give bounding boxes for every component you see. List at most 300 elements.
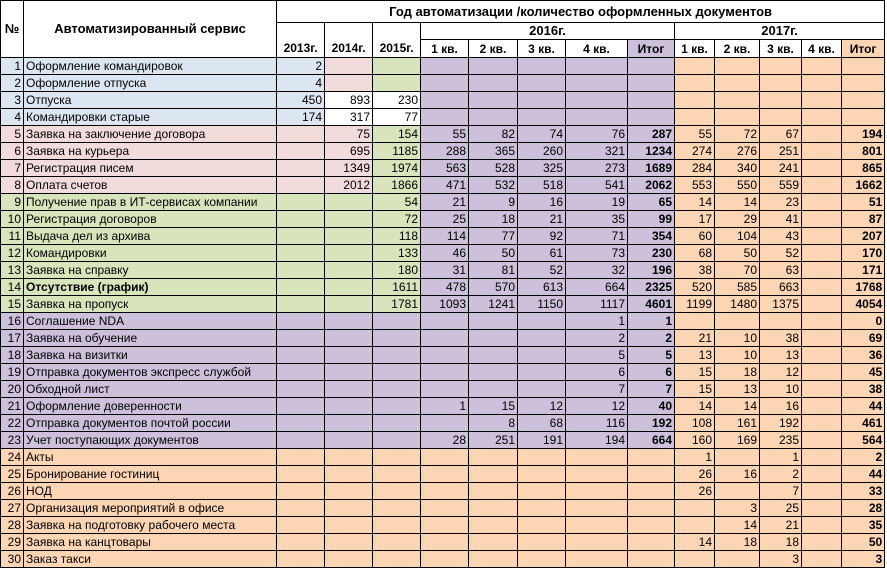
value-2017-total: 38 (842, 381, 885, 398)
value-2017-q2 (715, 483, 760, 500)
value-2016-q3 (518, 347, 566, 364)
value-2016-q3: 21 (518, 211, 566, 228)
service-name: Отправка документов экспресс службой (24, 364, 277, 381)
value-2015 (373, 551, 421, 568)
value-2017-q3: 192 (760, 415, 802, 432)
value-2016-q4: 73 (566, 245, 628, 262)
value-2014 (325, 228, 373, 245)
value-2017-q2: 18 (715, 534, 760, 551)
value-2016-q4 (566, 483, 628, 500)
value-2016-total: 7 (628, 381, 675, 398)
value-2016-total: 664 (628, 432, 675, 449)
value-2017-q4 (802, 313, 842, 330)
value-2016-q4 (566, 500, 628, 517)
value-2016-q2 (469, 381, 518, 398)
value-2017-q4 (802, 211, 842, 228)
value-2013 (277, 143, 325, 160)
value-2016-q1 (421, 500, 469, 517)
value-2013 (277, 194, 325, 211)
value-2016-q1 (421, 313, 469, 330)
value-2017-q1: 1 (675, 449, 715, 466)
value-2016-q2 (469, 466, 518, 483)
value-2015 (373, 398, 421, 415)
value-2017-q4 (802, 381, 842, 398)
value-2017-q1: 274 (675, 143, 715, 160)
value-2017-q2: 10 (715, 347, 760, 364)
value-2016-total: 196 (628, 262, 675, 279)
value-2017-q2: 276 (715, 143, 760, 160)
value-2013: 450 (277, 92, 325, 109)
table-row (1, 75, 885, 92)
value-2016-q1: 1093 (421, 296, 469, 313)
value-2017-q2: 13 (715, 381, 760, 398)
value-2016-q2 (469, 109, 518, 126)
value-2016-q4 (566, 517, 628, 534)
value-2016-q1 (421, 92, 469, 109)
value-2014 (325, 500, 373, 517)
value-2017-q1 (675, 92, 715, 109)
row-number: 3 (1, 92, 24, 109)
row-number: 16 (1, 313, 24, 330)
value-2016-total (628, 92, 675, 109)
value-2016-q1 (421, 364, 469, 381)
value-2017-q2: 585 (715, 279, 760, 296)
value-2017-q1: 520 (675, 279, 715, 296)
value-2017-q3: 63 (760, 262, 802, 279)
table-row (1, 92, 885, 109)
header-num: № (1, 1, 24, 58)
value-2017-q2: 169 (715, 432, 760, 449)
row-number: 27 (1, 500, 24, 517)
table-row (1, 500, 885, 517)
value-2017-q1: 38 (675, 262, 715, 279)
value-2016-q3 (518, 500, 566, 517)
value-2016-q2 (469, 517, 518, 534)
value-2016-q4: 664 (566, 279, 628, 296)
value-2016-total: 5 (628, 347, 675, 364)
value-2017-q3: 38 (760, 330, 802, 347)
value-2016-q4: 2 (566, 330, 628, 347)
row-number: 22 (1, 415, 24, 432)
value-2017-q4 (802, 279, 842, 296)
value-2016-q3: 12 (518, 398, 566, 415)
value-2016-q3 (518, 517, 566, 534)
value-2013 (277, 432, 325, 449)
value-2016-total: 2062 (628, 177, 675, 194)
header-main: Год автоматизации /количество оформленных документов (277, 1, 885, 23)
value-2016-q3 (518, 92, 566, 109)
value-2017-q1: 26 (675, 483, 715, 500)
value-2017-q4 (802, 347, 842, 364)
table-row (1, 160, 885, 177)
value-2016-q4: 116 (566, 415, 628, 432)
value-2016-q3: 1150 (518, 296, 566, 313)
value-2016-q2: 50 (469, 245, 518, 262)
value-2016-total (628, 551, 675, 568)
row-number: 2 (1, 75, 24, 92)
value-2017-q3: 241 (760, 160, 802, 177)
header-2016-q4: 4 кв. (566, 40, 628, 58)
value-2017-q4 (802, 143, 842, 160)
table-row (1, 415, 885, 432)
table-row (1, 466, 885, 483)
value-2017-q2: 10 (715, 330, 760, 347)
value-2017-q4 (802, 432, 842, 449)
value-2016-q4: 6 (566, 364, 628, 381)
value-2016-q2: 9 (469, 194, 518, 211)
table-row (1, 194, 885, 211)
value-2017-q1: 108 (675, 415, 715, 432)
value-2016-q1 (421, 551, 469, 568)
row-number: 12 (1, 245, 24, 262)
value-2016-q1: 114 (421, 228, 469, 245)
value-2017-total: 0 (842, 313, 885, 330)
table-row (1, 551, 885, 568)
value-2017-q3: 559 (760, 177, 802, 194)
row-number: 20 (1, 381, 24, 398)
service-name: Заявка на справку (24, 262, 277, 279)
value-2017-q1: 553 (675, 177, 715, 194)
value-2016-total: 65 (628, 194, 675, 211)
value-2014 (325, 262, 373, 279)
table-row (1, 143, 885, 160)
value-2016-q1: 46 (421, 245, 469, 262)
value-2016-q3: 191 (518, 432, 566, 449)
value-2013 (277, 126, 325, 143)
value-2016-q1 (421, 75, 469, 92)
service-name: Организация мероприятий в офисе (24, 500, 277, 517)
value-2017-total: 171 (842, 262, 885, 279)
table-row (1, 58, 885, 75)
value-2017-q2: 16 (715, 466, 760, 483)
value-2016-q2: 532 (469, 177, 518, 194)
service-name: Регистрация писем (24, 160, 277, 177)
value-2017-total: 28 (842, 500, 885, 517)
value-2016-q3: 260 (518, 143, 566, 160)
value-2016-q2: 570 (469, 279, 518, 296)
header-2016-q1: 1 кв. (421, 40, 469, 58)
value-2016-q3: 92 (518, 228, 566, 245)
value-2015 (373, 415, 421, 432)
service-name: Заявка на пропуск (24, 296, 277, 313)
value-2017-q1: 15 (675, 364, 715, 381)
value-2016-q2 (469, 92, 518, 109)
value-2017-q3: 2 (760, 466, 802, 483)
value-2017-q1 (675, 58, 715, 75)
value-2014 (325, 245, 373, 262)
table-row (1, 177, 885, 194)
table-row (1, 109, 885, 126)
value-2017-q4 (802, 228, 842, 245)
header-2017-q1: 1 кв. (675, 40, 715, 58)
value-2016-q2: 251 (469, 432, 518, 449)
value-2016-total: 1689 (628, 160, 675, 177)
value-2013 (277, 534, 325, 551)
table-row (1, 483, 885, 500)
service-name: Заявка на курьера (24, 143, 277, 160)
value-2016-q2: 528 (469, 160, 518, 177)
value-2017-q3: 23 (760, 194, 802, 211)
value-2016-q1: 55 (421, 126, 469, 143)
value-2017-q4 (802, 364, 842, 381)
row-number: 21 (1, 398, 24, 415)
value-2014 (325, 347, 373, 364)
value-2016-q1 (421, 58, 469, 75)
row-number: 1 (1, 58, 24, 75)
value-2015 (373, 381, 421, 398)
service-name: Оплата счетов (24, 177, 277, 194)
service-name: Заявка на канцтовары (24, 534, 277, 551)
value-2017-total: 36 (842, 347, 885, 364)
value-2017-q3: 7 (760, 483, 802, 500)
value-2017-total: 87 (842, 211, 885, 228)
value-2016-q3 (518, 75, 566, 92)
value-2015: 77 (373, 109, 421, 126)
row-number: 11 (1, 228, 24, 245)
service-name: НОД (24, 483, 277, 500)
value-2016-q4 (566, 75, 628, 92)
value-2016-q2: 1241 (469, 296, 518, 313)
value-2016-q1: 288 (421, 143, 469, 160)
value-2013: 174 (277, 109, 325, 126)
value-2016-q4 (566, 109, 628, 126)
value-2016-q1 (421, 415, 469, 432)
value-2016-q2 (469, 364, 518, 381)
value-2017-q3: 25 (760, 500, 802, 517)
value-2017-q3: 10 (760, 381, 802, 398)
value-2017-q2 (715, 313, 760, 330)
row-number: 7 (1, 160, 24, 177)
row-number: 6 (1, 143, 24, 160)
value-2017-q1: 15 (675, 381, 715, 398)
value-2015 (373, 313, 421, 330)
value-2017-q1: 26 (675, 466, 715, 483)
table-row (1, 517, 885, 534)
service-name: Заказ такси (24, 551, 277, 568)
service-name: Заявка на обучение (24, 330, 277, 347)
value-2017-total (842, 75, 885, 92)
value-2017-q2: 161 (715, 415, 760, 432)
value-2017-q4 (802, 415, 842, 432)
value-2013 (277, 279, 325, 296)
value-2015: 1781 (373, 296, 421, 313)
value-2015: 154 (373, 126, 421, 143)
header-2014: 2014г. (325, 40, 373, 58)
value-2016-total: 2 (628, 330, 675, 347)
value-2014 (325, 211, 373, 228)
value-2015 (373, 432, 421, 449)
value-2017-q2: 18 (715, 364, 760, 381)
value-2017-q3 (760, 313, 802, 330)
table-row (1, 313, 885, 330)
value-2014 (325, 398, 373, 415)
value-2017-q2: 14 (715, 398, 760, 415)
value-2016-q2 (469, 534, 518, 551)
value-2017-q1: 284 (675, 160, 715, 177)
value-2016-q4: 5 (566, 347, 628, 364)
value-2016-q3: 16 (518, 194, 566, 211)
value-2017-total: 2 (842, 449, 885, 466)
value-2017-q2 (715, 109, 760, 126)
value-2016-q3 (518, 483, 566, 500)
value-2013 (277, 466, 325, 483)
value-2013 (277, 483, 325, 500)
value-2016-q1: 1 (421, 398, 469, 415)
value-2013 (277, 398, 325, 415)
value-2017-total: 170 (842, 245, 885, 262)
value-2017-q2: 1480 (715, 296, 760, 313)
header-2013: 2013г. (277, 40, 325, 58)
value-2017-q1: 68 (675, 245, 715, 262)
value-2017-q4 (802, 194, 842, 211)
value-2016-q4 (566, 58, 628, 75)
value-2016-q4: 541 (566, 177, 628, 194)
table-row (1, 398, 885, 415)
value-2017-q3: 67 (760, 126, 802, 143)
value-2016-total: 1234 (628, 143, 675, 160)
value-2015: 118 (373, 228, 421, 245)
value-2016-q2: 18 (469, 211, 518, 228)
header-2015: 2015г. (373, 40, 421, 58)
value-2013 (277, 313, 325, 330)
value-2017-total: 44 (842, 398, 885, 415)
value-2013 (277, 177, 325, 194)
row-number: 26 (1, 483, 24, 500)
value-2016-q3: 52 (518, 262, 566, 279)
value-2017-q3: 12 (760, 364, 802, 381)
value-2017-total: 44 (842, 466, 885, 483)
service-name: Заявка на подготовку рабочего места (24, 517, 277, 534)
header-2016-q3: 3 кв. (518, 40, 566, 58)
table-row (1, 330, 885, 347)
value-2016-q4: 1117 (566, 296, 628, 313)
value-2016-q4: 32 (566, 262, 628, 279)
value-2013 (277, 449, 325, 466)
value-2014 (325, 551, 373, 568)
value-2017-total: 207 (842, 228, 885, 245)
value-2016-total: 99 (628, 211, 675, 228)
row-number: 28 (1, 517, 24, 534)
table-row (1, 381, 885, 398)
value-2014: 1349 (325, 160, 373, 177)
value-2013: 2 (277, 58, 325, 75)
value-2013 (277, 211, 325, 228)
value-2013 (277, 262, 325, 279)
value-2015: 180 (373, 262, 421, 279)
value-2013 (277, 364, 325, 381)
value-2016-q1: 471 (421, 177, 469, 194)
value-2016-q2 (469, 500, 518, 517)
value-2017-q2 (715, 551, 760, 568)
row-number: 24 (1, 449, 24, 466)
value-2014: 75 (325, 126, 373, 143)
table-row (1, 245, 885, 262)
value-2013 (277, 296, 325, 313)
value-2017-q4 (802, 551, 842, 568)
row-number: 19 (1, 364, 24, 381)
value-2016-q2: 8 (469, 415, 518, 432)
value-2017-total (842, 109, 885, 126)
value-2017-total: 33 (842, 483, 885, 500)
table-row (1, 279, 885, 296)
value-2014: 893 (325, 92, 373, 109)
value-2017-q2: 29 (715, 211, 760, 228)
value-2016-total: 1 (628, 313, 675, 330)
value-2017-total: 1768 (842, 279, 885, 296)
value-2016-q2: 77 (469, 228, 518, 245)
value-2016-q3: 325 (518, 160, 566, 177)
value-2017-q4 (802, 58, 842, 75)
row-number: 29 (1, 534, 24, 551)
service-name: Оформление доверенности (24, 398, 277, 415)
value-2016-total (628, 517, 675, 534)
value-2014 (325, 432, 373, 449)
value-2016-q1: 478 (421, 279, 469, 296)
value-2016-q1 (421, 449, 469, 466)
value-2013 (277, 415, 325, 432)
value-2017-q2: 14 (715, 194, 760, 211)
value-2016-q2 (469, 483, 518, 500)
value-2017-q1 (675, 551, 715, 568)
value-2015 (373, 347, 421, 364)
value-2015 (373, 330, 421, 347)
service-name: Акты (24, 449, 277, 466)
value-2016-q1: 21 (421, 194, 469, 211)
value-2017-q4 (802, 296, 842, 313)
value-2017-total: 69 (842, 330, 885, 347)
value-2017-q1: 17 (675, 211, 715, 228)
value-2016-total (628, 500, 675, 517)
value-2016-total (628, 449, 675, 466)
value-2017-q4 (802, 160, 842, 177)
value-2017-q3 (760, 75, 802, 92)
value-2016-q3 (518, 381, 566, 398)
value-2014: 695 (325, 143, 373, 160)
value-2015 (373, 75, 421, 92)
value-2014 (325, 483, 373, 500)
table-row (1, 262, 885, 279)
value-2016-q4: 12 (566, 398, 628, 415)
value-2016-q1: 563 (421, 160, 469, 177)
value-2017-q4 (802, 75, 842, 92)
service-name: Заявка на визитки (24, 347, 277, 364)
value-2016-q4 (566, 92, 628, 109)
value-2017-q1: 60 (675, 228, 715, 245)
value-2016-total: 4601 (628, 296, 675, 313)
value-2016-q4 (566, 449, 628, 466)
value-2013 (277, 347, 325, 364)
value-2017-q2 (715, 75, 760, 92)
value-2015: 1866 (373, 177, 421, 194)
value-2017-total: 1662 (842, 177, 885, 194)
value-2017-q2: 3 (715, 500, 760, 517)
service-name: Учет поступающих документов (24, 432, 277, 449)
value-2016-q3: 68 (518, 415, 566, 432)
value-2017-q1: 13 (675, 347, 715, 364)
value-2017-total: 45 (842, 364, 885, 381)
value-2016-total: 6 (628, 364, 675, 381)
value-2017-q4 (802, 126, 842, 143)
value-2017-q2: 72 (715, 126, 760, 143)
header-2017-q4: 4 кв. (802, 40, 842, 58)
value-2017-total: 865 (842, 160, 885, 177)
value-2017-q3 (760, 92, 802, 109)
table-row (1, 211, 885, 228)
value-2017-q3: 52 (760, 245, 802, 262)
value-2015 (373, 500, 421, 517)
value-2017-total (842, 92, 885, 109)
value-2015: 1611 (373, 279, 421, 296)
